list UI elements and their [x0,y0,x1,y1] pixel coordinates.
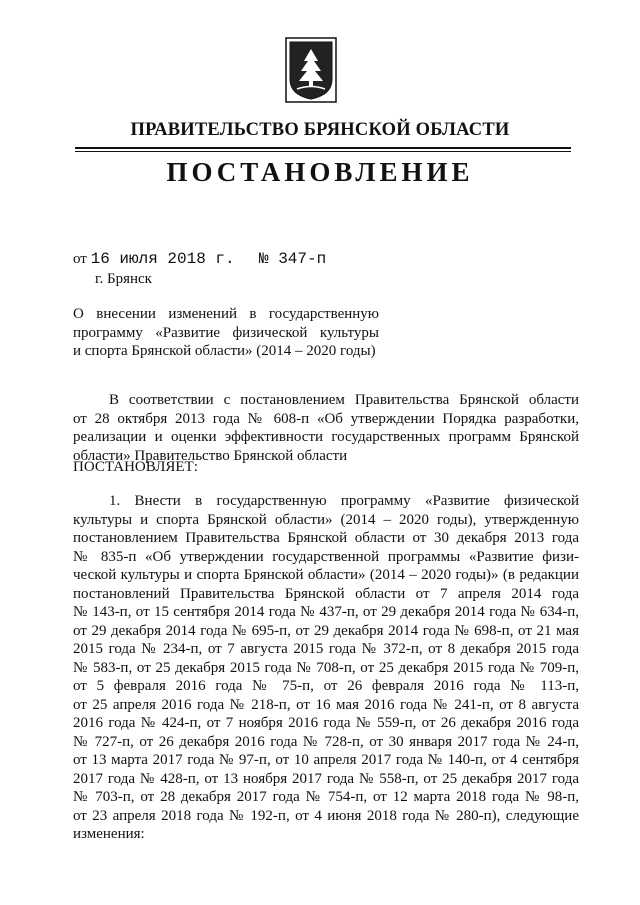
subject-line: программу «Развитие физической культуры [73,324,379,341]
item-line: ческой культуры и спорта Брянской области» (2014 – 2020 годы)» (в редакции [73,567,579,583]
preamble-line: В соответствии с постановлением Правительства Брянской области [109,392,579,408]
document-number: № 347-п [259,250,327,268]
document-city: г. Брянск [95,271,152,287]
bryansk-coat-of-arms-icon [285,37,337,103]
item-line: от 13 марта 2017 года № 97-п, от 10 апреля 2017 года № 140-п, от 4 сентября [73,752,579,768]
subject-line: и спорта Брянской области» (2014 – 2020 годы) [73,343,376,359]
resolve-heading: ПОСТАНОВЛЯЕТ: [73,459,198,475]
item-line: от 25 апреля 2016 года № 218-п, от 16 мая 2016 года № 241-п, от 8 августа [73,696,579,713]
item-line: культуры и спорта Брянской области» (2014 – 2020 годы), утвержденную [73,511,579,528]
date-prefix: от [73,251,87,267]
preamble-line: от 28 октября 2013 года № 608-п «Об утверждении Порядка разработки, [73,410,579,427]
government-name: ПРАВИТЕЛЬСТВО БРЯНСКОЙ ОБЛАСТИ [130,120,510,140]
preamble-line: области» Правительство Брянской области [73,447,348,464]
item-line: от 29 декабря 2014 года № 695-п, от 29 декабря 2014 года № 698-п, от 21 мая [73,622,579,639]
item-line: 2015 года № 234-п, от 7 августа 2015 года № 372-п, от 8 декабря 2015 года [73,641,579,657]
item-line: от 23 апреля 2018 года № 192-п, от 4 июня 2018 года № 280-п), следующие [73,807,579,824]
item-line: № 727-п, от 26 декабря 2016 года № 728-п, от 30 января 2017 года № 24-п, [73,733,579,750]
item-line: 2016 года № 424-п, от 7 ноября 2016 года № 559-п, от 26 декабря 2016 года [73,715,579,731]
item-1-paragraph [73,492,579,844]
item-line: изменения: [73,826,145,842]
document-date: 16 июля 2018 г. [90,250,235,268]
subject-line: О внесении изменений в государственную [73,306,379,322]
header-rule-thick [75,147,571,149]
item-line: № 143-п, от 15 сентября 2014 года № 437-п, от 29 декабря 2014 года № 634-п, [73,604,579,620]
item-line: постановлением Правительства Брянской области от 30 декабря 2013 года [73,530,579,546]
item-line: № 835-п «Об утверждении государственной программы «Развитие физи- [73,548,579,565]
item-line: 1. Внести в государственную программу «Развитие физической [109,493,579,509]
item-line: от 5 февраля 2016 года № 75-п, от 26 февраля 2016 года № 113-п, [73,678,579,694]
preamble-paragraph [73,391,579,465]
preamble-line: реализации и оценки эффективности государственных программ Брянской [73,429,579,445]
item-line: 2017 года № 428-п, от 13 ноября 2017 года № 558-п, от 25 декабря 2017 года [73,770,579,787]
item-line: № 703-п, от 28 декабря 2017 года № 754-п, от 12 марта 2018 года № 98-п, [73,789,579,805]
item-line: № 583-п, от 25 декабря 2015 года № 708-п, от 25 декабря 2015 года № 709-п, [73,659,579,676]
item-line: постановлений Правительства Брянской области от 7 апреля 2014 года [73,585,579,602]
document-subject [73,305,379,361]
document-type: ПОСТАНОВЛЕНИЕ [166,157,474,187]
header-rule-thin [75,151,571,152]
date-line [73,250,235,268]
